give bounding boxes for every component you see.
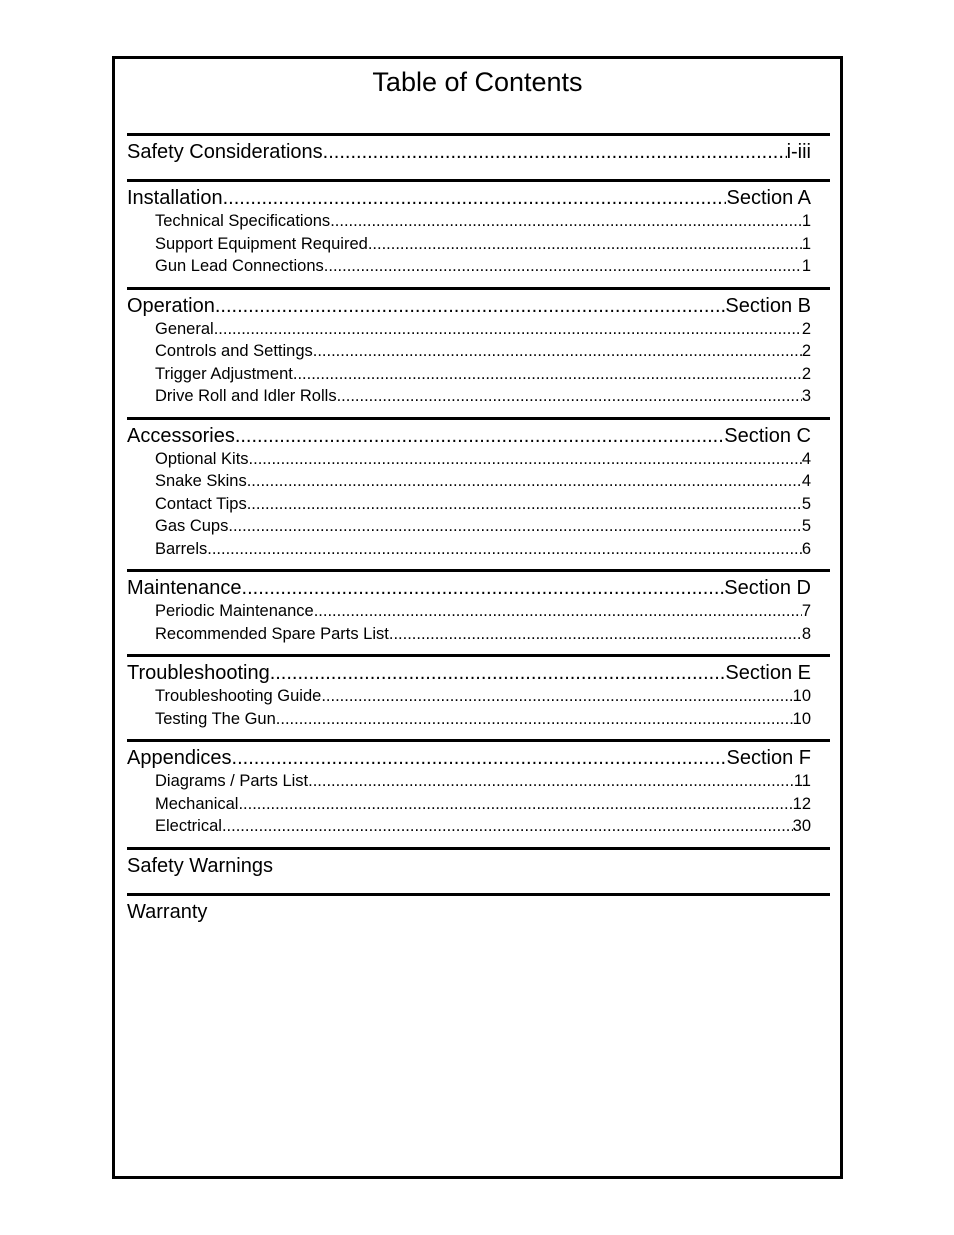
dot-leader xyxy=(247,493,802,516)
toc-subentry-label: Diagrams / Parts List xyxy=(155,772,309,790)
toc-subentry[interactable] xyxy=(127,233,830,256)
toc-subentry[interactable] xyxy=(127,515,830,538)
dot-leader xyxy=(215,294,726,318)
toc-entry-page: Section B xyxy=(725,294,811,317)
toc-subentry[interactable] xyxy=(127,363,830,386)
toc-subentry-page: 8 xyxy=(801,624,811,643)
toc-subentry-page: 6 xyxy=(801,539,811,558)
toc-entry-page: Section A xyxy=(726,187,811,209)
toc-subentry-page: 5 xyxy=(801,517,811,535)
toc-section xyxy=(127,739,830,838)
dot-leader xyxy=(270,661,726,685)
toc-subentries xyxy=(127,770,830,838)
toc-subentry[interactable] xyxy=(127,255,830,278)
toc-subentry-page: 4 xyxy=(801,472,811,490)
toc-subentries xyxy=(127,600,830,645)
dot-leader xyxy=(249,448,802,471)
toc-subentry-label: Optional Kits xyxy=(155,449,249,468)
dot-leader xyxy=(247,470,802,493)
toc-section xyxy=(127,569,830,645)
toc-subentry-label: Periodic Maintenance xyxy=(155,602,314,620)
toc-subentry[interactable] xyxy=(127,493,830,516)
dot-leader xyxy=(323,140,787,164)
dot-leader xyxy=(389,623,802,646)
toc-entry-page: i-iii xyxy=(786,141,811,163)
dot-leader xyxy=(242,576,725,600)
toc-subentries xyxy=(127,685,830,730)
toc-subentry-page: 1 xyxy=(801,234,811,253)
toc-subentry-label: Support Equipment Required xyxy=(155,234,368,253)
toc-subentry-page: 5 xyxy=(801,494,811,513)
dot-leader xyxy=(222,815,793,838)
toc-subentry[interactable] xyxy=(127,470,830,493)
toc-entry[interactable] xyxy=(127,140,830,164)
toc-subentry-label: Barrels xyxy=(155,539,208,558)
toc-subentry[interactable] xyxy=(127,815,830,838)
page-title: Table of Contents xyxy=(372,67,583,97)
toc-entry-label: Appendices xyxy=(127,747,232,769)
toc-entry[interactable] xyxy=(127,294,830,318)
toc-subentry-page: 11 xyxy=(793,772,811,790)
toc-entry-page: Section C xyxy=(724,424,811,447)
toc-subentry[interactable] xyxy=(127,600,830,623)
dot-leader xyxy=(228,515,801,538)
toc-subentries xyxy=(127,448,830,561)
dot-leader xyxy=(207,538,802,561)
toc-subentries xyxy=(127,318,830,408)
toc-subentry-page: 2 xyxy=(801,319,811,338)
toc-section xyxy=(127,893,830,939)
page-frame xyxy=(112,56,843,1179)
dot-leader xyxy=(314,600,802,623)
toc-subentry-label: Gas Cups xyxy=(155,517,229,535)
toc-subentry-label: Troubleshooting Guide xyxy=(155,687,322,705)
toc-subentry[interactable] xyxy=(127,793,830,816)
toc-subentry[interactable] xyxy=(127,770,830,793)
toc-subentry[interactable] xyxy=(127,340,830,363)
toc-subentry[interactable] xyxy=(127,210,830,233)
dot-leader xyxy=(214,318,802,341)
toc-subentry-page: 4 xyxy=(801,449,811,468)
dot-leader xyxy=(293,363,802,386)
toc-section xyxy=(127,654,830,730)
toc-entry[interactable] xyxy=(127,576,830,600)
dot-leader xyxy=(223,186,727,210)
toc-subentry-page: 10 xyxy=(792,709,811,728)
toc-entry-label: Troubleshooting xyxy=(127,662,270,684)
toc-section xyxy=(127,417,830,561)
dot-leader xyxy=(337,385,802,408)
toc-entry[interactable] xyxy=(127,661,830,685)
toc-subentry-label: Drive Roll and Idler Rolls xyxy=(155,387,337,405)
toc-entry[interactable] xyxy=(127,186,830,210)
dot-leader xyxy=(308,770,794,793)
dot-leader xyxy=(232,746,727,770)
toc-subentry[interactable] xyxy=(127,448,830,471)
toc-entry-page: Section D xyxy=(724,577,811,599)
toc-entry[interactable] xyxy=(127,746,830,770)
toc-subentry-page: 2 xyxy=(801,364,811,383)
toc-entry-page: Section E xyxy=(725,662,811,684)
table-of-contents xyxy=(127,133,830,939)
toc-subentries xyxy=(127,210,830,278)
toc-subentry[interactable] xyxy=(127,385,830,408)
toc-section xyxy=(127,133,830,179)
toc-subentry[interactable] xyxy=(127,538,830,561)
toc-subentry[interactable] xyxy=(127,623,830,646)
toc-subentry-label: Technical Specifications xyxy=(155,212,331,230)
toc-subentry-page: 2 xyxy=(801,342,811,360)
toc-entry-label: Safety Warnings xyxy=(127,854,273,877)
toc-entry[interactable] xyxy=(127,900,830,924)
toc-subentry-label: Testing The Gun xyxy=(155,709,276,728)
toc-subentry-label: Gun Lead Connections xyxy=(155,257,324,275)
toc-subentry-label: General xyxy=(155,319,214,338)
dot-leader xyxy=(238,793,792,816)
dot-leader xyxy=(235,424,724,448)
toc-entry-label: Installation xyxy=(127,187,223,209)
dot-leader xyxy=(276,708,793,731)
toc-subentry-page: 1 xyxy=(801,212,811,230)
dot-leader xyxy=(330,210,802,233)
toc-subentry[interactable] xyxy=(127,318,830,341)
toc-subentry-page: 30 xyxy=(792,817,811,835)
toc-subentry[interactable] xyxy=(127,708,830,731)
dot-leader xyxy=(313,340,802,363)
toc-entry-label: Maintenance xyxy=(127,577,242,599)
toc-section xyxy=(127,287,830,408)
toc-subentry-label: Electrical xyxy=(155,817,222,835)
toc-subentry-page: 1 xyxy=(801,257,811,275)
toc-subentry-page: 10 xyxy=(792,687,811,705)
toc-subentry-page: 12 xyxy=(792,794,811,813)
toc-entry-label: Warranty xyxy=(127,900,208,923)
toc-subentry-page: 3 xyxy=(801,387,811,405)
toc-entry-page: Section F xyxy=(726,747,811,769)
toc-entry-label: Accessories xyxy=(127,424,235,447)
toc-subentry-label: Trigger Adjustment xyxy=(155,364,293,383)
toc-entry-label: Operation xyxy=(127,294,215,317)
toc-entry-label: Safety Considerations xyxy=(127,141,323,163)
toc-entry[interactable] xyxy=(127,424,830,448)
toc-subentry-label: Snake Skins xyxy=(155,472,247,490)
toc-entry[interactable] xyxy=(127,854,830,878)
dot-leader xyxy=(368,233,802,256)
dot-leader xyxy=(321,685,792,708)
dot-leader xyxy=(324,255,802,278)
toc-subentry-label: Contact Tips xyxy=(155,494,247,513)
toc-subentry-page: 7 xyxy=(801,602,811,620)
toc-section xyxy=(127,179,830,278)
toc-section xyxy=(127,847,830,893)
toc-subentry-label: Controls and Settings xyxy=(155,342,313,360)
toc-subentry-label: Mechanical xyxy=(155,794,239,813)
toc-subentry-label: Recommended Spare Parts List xyxy=(155,624,389,643)
toc-subentry[interactable] xyxy=(127,685,830,708)
